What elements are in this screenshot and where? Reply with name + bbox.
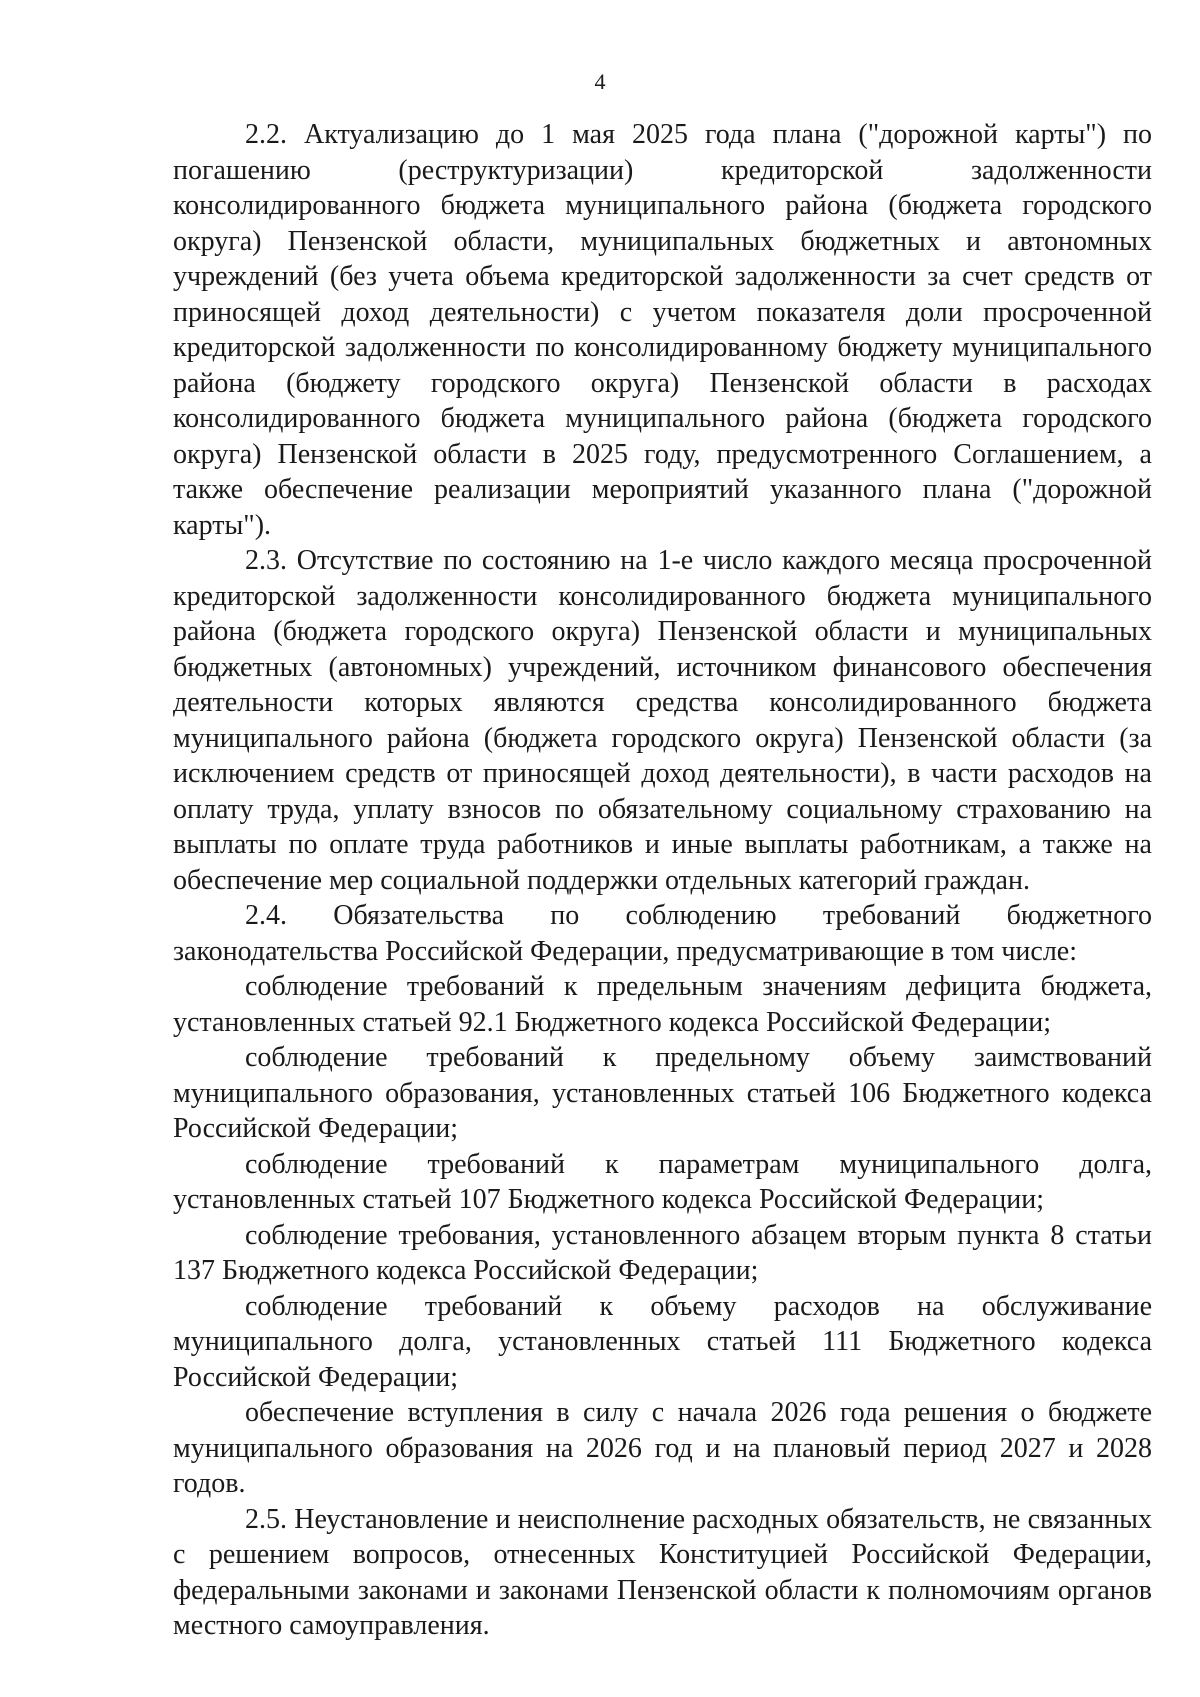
paragraph-2-3: 2.3. Отсутствие по состоянию на 1-е число каждого месяца просроченной кредиторской задолженности консолидированного бюджета муниципального района (бюджета городского округа) Пензенской области и муниципальных бюджетных (автономных) учреждений, источником финансового обеспечения деятельности которых являются средства консолидированного бюджета муниципального района (бюджета городского округа) Пензенской области (за исключением средств от приносящей доход деятельности), в части расходов на оплату труда, уплату взносов по обязательному социальному страхованию на выплаты по оплате труда работников и иные выплаты работникам, а также на обеспечение мер социальной поддержки отдельных категорий граждан. xyxy=(173,545,1152,896)
list-item-budget-decision: обеспечение вступления в силу с начала 2026 года решения о бюджете муниципального образования на 2026 год и на плановый период 2027 и 2028 годов. xyxy=(173,1397,1152,1499)
page-number: 4 xyxy=(594,69,606,94)
list-item-debt-servicing: соблюдение требований к объему расходов на обслуживание муниципального долга, установленных статьей 111 Бюджетного кодекса Российской Федерации; xyxy=(173,1290,1152,1393)
paragraph-2-2: 2.2. Актуализацию до 1 мая 2025 года плана ("дорожной карты") по погашению (реструктуризации) кредиторской задолженности консолидированного бюджета муниципального района (бюджета городского округа) Пензенской области, муниципальных бюджетных и автономных учреждений (без учета объема кредиторской задолженности за счет средств от приносящей доход деятельности) с учетом показателя доли просроченной кредиторской задолженности по консолидированному бюджету муниципального района (бюджету городского округа) Пензенской области в расходах консолидированного бюджета муниципального района (бюджета городского округа) Пензенской области в 2025 году, предусмотренного Соглашением, а также обеспечение реализации мероприятий указанного плана ("дорожной карты"). xyxy=(173,119,1152,541)
document-body xyxy=(173,117,1152,1644)
list-item-debt-parameters: соблюдение требований к параметрам муниципального долга, установленных статьей 107 Бюджетного кодекса Российской Федерации; xyxy=(173,1148,1152,1215)
paragraph-2-5: 2.5. Неустановление и неисполнение расходных обязательств, не связанных с решением вопросов, отнесенных Конституцией Российской Федерации, федеральными законами и законами Пензенской области к полномочиям органов местного самоуправления. xyxy=(173,1503,1152,1641)
paragraph-2-4: 2.4. Обязательства по соблюдению требований бюджетного законодательства Российской Федерации, предусматривающие в том числе: xyxy=(173,900,1152,967)
list-item-article-137: соблюдение требования, установленного абзацем вторым пункта 8 статьи 137 Бюджетного кодекса Российской Федерации; xyxy=(173,1219,1152,1286)
list-item-borrowing-limit: соблюдение требований к предельному объему заимствований муниципального образования, установленных статьей 106 Бюджетного кодекса Российской Федерации; xyxy=(173,1042,1152,1144)
list-item-deficit-limit: соблюдение требований к предельным значениям дефицита бюджета, установленных статьей 92.1 Бюджетного кодекса Российской Федерации; xyxy=(173,971,1152,1038)
